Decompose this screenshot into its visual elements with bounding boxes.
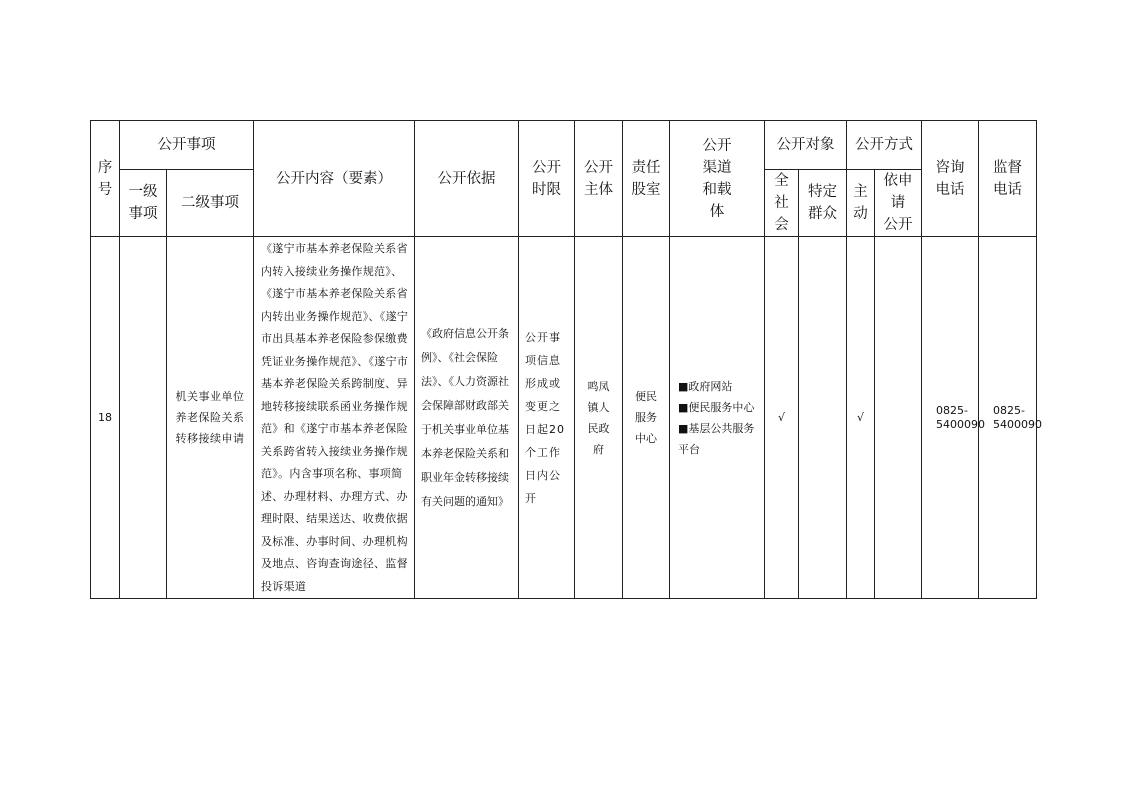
header-whole-society [765,170,799,237]
header-channel-text: 公开 渠道 和载 体 [702,137,732,220]
header-level1 [120,170,167,237]
header-supervise-phone-text: 监督 电话 [993,159,1022,198]
cell-subject: 鸣凤镇人民政府 [575,237,623,599]
header-active-text: 主 动 [853,184,868,222]
header-seq-text: 序 号 [97,159,113,198]
header-target: 公开对象 [765,121,847,170]
header-time-limit-text: 公开 时限 [532,159,561,198]
header-level2: 二级事项 [167,170,254,237]
header-whole-society-text: 全 社 会 [774,173,789,233]
disclosure-table [90,120,1042,599]
header-channel [670,121,765,237]
cell-level1 [120,237,167,599]
header-office [623,121,670,237]
cell-specific-group [799,237,847,599]
channel-item: ■基层公共服务平台 [678,421,755,456]
header-method: 公开方式 [847,121,922,170]
header-subject-text: 公开 主体 [584,159,613,198]
header-office-text: 责任 股室 [631,159,661,198]
cell-seq: 18 [91,237,120,599]
header-subject [575,121,623,237]
cell-time-limit: 公开事项信息形成或变更之日起20个工作日内公开 [519,237,575,599]
cell-on-request [875,237,922,599]
cell-basis: 《政府信息公开条例》、《社会保险法》、《人力资源社会保障部财政部关于机关事业单位基本养老保险关系和职业年金转移接续有关问题的通知》 [415,237,519,599]
cell-consult-phone: 0825- 5400090 [922,237,979,599]
header-active [847,170,875,237]
header-on-request-text: 依申请 公开 [883,173,913,233]
header-specific-group [799,170,847,237]
channel-item: ■政府网站 [678,379,733,393]
header-specific-group-text: 特定 群众 [808,184,837,222]
cell-whole-society: √ [765,237,799,599]
table-row [91,237,1037,599]
header-basis: 公开依据 [415,121,519,237]
cell-supervise-phone: 0825- 5400090 [979,237,1037,599]
cell-content: 《遂宁市基本养老保险关系省内转入接续业务操作规范》、《遂宁市基本养老保险关系省内转出业务操作规范》、《遂宁市出具基本养老保险参保缴费凭证业务操作规范》、《遂宁市基本养老保险关系跨制度、异地转移接续联系函业务操作规范》和《遂宁市基本养老保险关系跨省转入接续业务操作规范》。内含事项名称、事项简述、办理材料、办理方式、办理时限、结果送达、收费依据及标准、办事时间、办理机构及地点、咨询查询途径、监督投诉渠道 [254,237,415,599]
channel-item: ■便民服务中心 [678,400,755,414]
cell-active: √ [847,237,875,599]
header-supervise-phone [979,121,1037,237]
cell-office: 便民服务中心 [623,237,670,599]
header-public-item: 公开事项 [120,121,254,170]
header-consult-phone [922,121,979,237]
cell-channel [670,237,765,599]
header-content: 公开内容（要素） [254,121,415,237]
cell-level2: 机关事业单位养老保险关系转移接续申请 [167,237,254,599]
header-level1-text: 一级 事项 [128,184,158,222]
header-row-1 [91,121,1037,170]
header-time-limit [519,121,575,237]
header-on-request [875,170,922,237]
header-consult-phone-text: 咨询 电话 [935,159,965,198]
header-seq [91,121,120,237]
